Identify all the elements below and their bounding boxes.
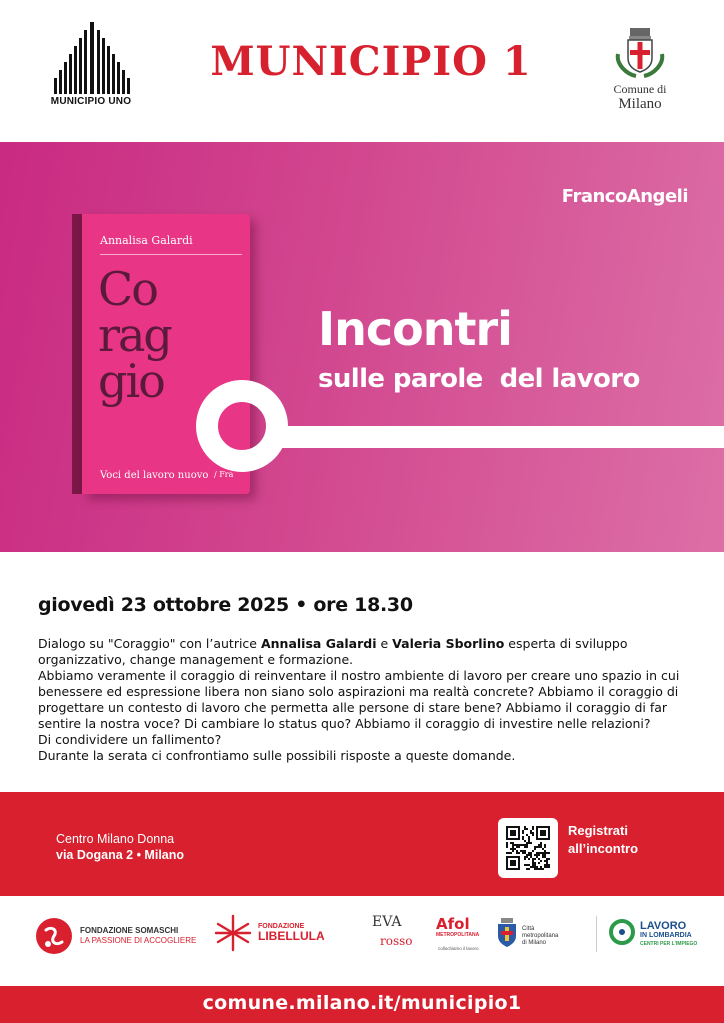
description-paragraph: Di condividere un fallimento? <box>38 732 222 747</box>
person-name: Valeria Sborlino <box>392 636 505 651</box>
decorative-bar <box>282 426 724 448</box>
partner-citta-line2: metropolitana <box>522 933 559 939</box>
book-title-line: rag <box>98 308 171 362</box>
partner-afol-name: Afol <box>436 915 470 933</box>
book-series-tail: / Fra <box>214 470 234 479</box>
comune-label: Comune di <box>613 82 667 96</box>
page-title: MUNICIPIO 1 <box>210 38 532 85</box>
milano-label: Milano <box>618 96 662 112</box>
description-paragraph <box>38 636 698 668</box>
hero-subtitle: sulle parole del lavoro <box>318 364 640 394</box>
description-paragraph: Abbiamo veramente il coraggio di reinventare il nostro ambiente di lavoro per creare uno spazio in cui benessere ed espressione libera non siano solo aspirazioni ma realtà concrete? Abbiamo il coraggio di progettare un contesto di lavoro che permetta alle persone di stare bene? Abbiamo il coraggio di far sentire la nostra voce? Di cambiare lo status quo? Abbiamo il coraggio di investire nelle relazioni? <box>38 668 680 731</box>
lavoro-lombardia-logo-icon <box>608 918 636 946</box>
citta-metropolitana-crest-icon <box>496 918 518 948</box>
book-spine <box>72 214 82 494</box>
partner-lavoro-line1: LAVORO <box>640 920 687 932</box>
hero-title: Incontri <box>318 302 512 356</box>
decorative-ring <box>196 380 288 472</box>
book-title-line: Co <box>98 262 157 316</box>
footer-link[interactable]: comune.milano.it/municipio1 <box>202 992 522 1014</box>
person-name: Annalisa Galardi <box>260 636 377 651</box>
somaschi-logo-icon <box>34 916 74 956</box>
partner-lavoro-line3: CENTRI PER L'IMPIEGO <box>640 941 698 947</box>
partner-citta-line1: Città <box>522 926 535 932</box>
description-text: esperta di sviluppo organizzativo, change management e formazione. <box>38 636 628 667</box>
event-date: giovedì 23 ottobre 2025 • ore 18.30 <box>38 594 413 616</box>
book-title-line: gio <box>98 354 164 408</box>
partner-lavoro-line2: IN LOMBARDIA <box>640 932 692 939</box>
municipio-uno-label: MUNICIPIO UNO <box>50 96 132 107</box>
partner-somaschi-name: FONDAZIONE SOMASCHI <box>80 926 179 935</box>
partner-libellula-line2: LIBELLULA <box>258 929 325 943</box>
libellula-logo-icon <box>212 912 254 954</box>
description-paragraph: Durante la serata ci confrontiamo sulle possibili risposte a queste domande. <box>38 748 516 763</box>
event-description <box>38 636 698 764</box>
partner-eva-line2: rosso <box>380 934 413 948</box>
publisher-logo: FrancoAngeli <box>561 186 688 207</box>
description-text: e <box>376 636 393 651</box>
venue-address: via Dogana 2 • Milano <box>56 848 185 862</box>
description-text: Dialogo su "Coraggio" con l’autrice <box>38 636 261 651</box>
partner-citta-line3: di Milano <box>522 940 547 946</box>
partner-afol-sub: METROPOLITANA <box>436 932 480 938</box>
partner-divider <box>596 916 597 952</box>
partner-libellula-line1: FONDAZIONE <box>258 923 305 930</box>
book-divider <box>100 254 242 255</box>
partner-afol-tag: collochiamo il lavoro <box>438 946 479 951</box>
venue-name: Centro Milano Donna <box>56 832 175 846</box>
milano-crest-icon <box>612 24 668 80</box>
qr-code-icon[interactable] <box>506 826 550 870</box>
partner-eva-line1: EVA <box>372 914 402 930</box>
register-label: Registrati all’incontro <box>568 823 639 856</box>
book-author: Annalisa Galardi <box>100 234 193 247</box>
book-series: Voci del lavoro nuovo <box>100 470 209 481</box>
hero-banner <box>0 142 724 552</box>
partner-somaschi-tagline: LA PASSIONE DI ACCOGLIERE <box>80 936 197 945</box>
